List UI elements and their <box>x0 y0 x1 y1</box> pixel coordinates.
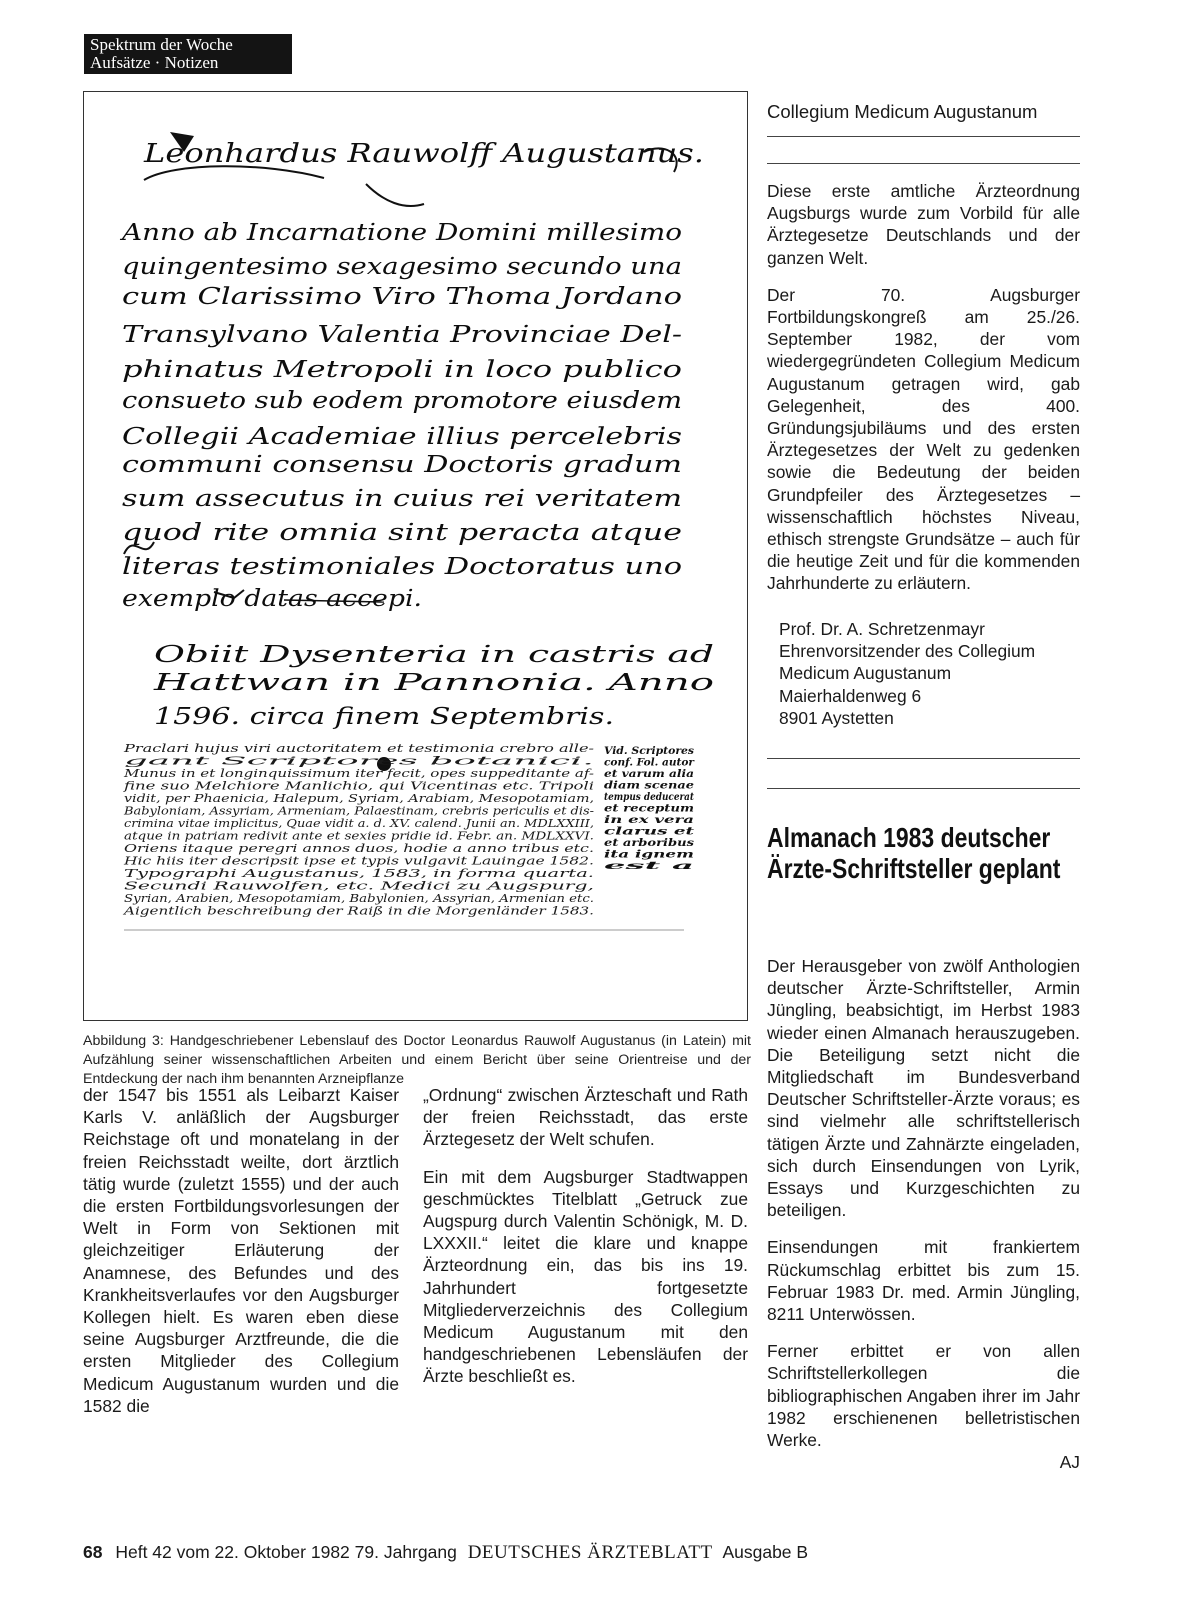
section-header-line1: Spektrum der Woche <box>90 35 233 54</box>
annotation-line: Aigentlich beschreibung der Raiß in die Morgenländer 1583. <box>122 904 594 918</box>
signature-line <box>767 1451 1080 1473</box>
author-name: Prof. Dr. A. Schretzenmayr <box>779 619 985 639</box>
manuscript-line: literas testimoniales Doctoratus uno <box>122 554 682 580</box>
manuscript-line: exemplo datas accepi. <box>122 586 422 612</box>
right-paragraph-1: Diese erste amtliche Ärzteordnung Augsburgs wurde zum Vorbild für alle Ärztegesetze Deutschlands und der ganzen Welt. <box>767 181 1080 268</box>
annotation-line: Secundi Rauwolfen, etc. Medici zu Augspurg, <box>124 879 594 893</box>
page-number: 68 <box>83 1542 103 1562</box>
margin-note-line: Vid. Scriptores <box>604 746 695 757</box>
right-paragraph-2: Der 70. Augsburger Fortbildungskongreß am 25./26. September 1982, der vom wiedergegründeten Collegium Medicum Augustanum getragen wird, gab Gelegenheit, des 400. Gründungsjubiläums und des ersten Ärztegesetzes der Welt zu gedenken sowie die Bedeutung der beiden Grundpfeiler des Ärztegesetzes – wissenschaftlich höchstes Niveau, ethisch strengste Grundsätze – auch für die heutige Zeit und für die kommenden Jahrhunderte zu erläutern. <box>767 284 1080 594</box>
figure-caption: Abbildung 3: Handgeschriebener Lebenslauf des Doctor Leonardus Rauwolf Augustanus (in Latein) mit Aufzählung seiner wissenschaftlichen Arbeiten und einem Bericht über seine Orientreise und der Entdeckung der nach ihm benannten Arzneipflanze <box>83 1033 751 1087</box>
manuscript-line: Hattwan in Pannonia. Anno <box>152 670 714 696</box>
annotation-line: Syrian, Arabien, Mesopotamiam, Babylonien, Assyrian, Armenian etc. <box>124 892 594 905</box>
margin-note-line: ita ignem <box>604 849 694 861</box>
manuscript-line: Obiit Dysenteria in castris ad <box>154 642 714 668</box>
annotation-line: gant Scriptores botanici. <box>124 754 594 768</box>
manuscript-image <box>84 92 746 1019</box>
margin-note-line: in ex vera <box>604 815 694 826</box>
annotation-line: atque in patriam redivit ante et sexies pridie id. Febr. an. MDLXXVI. <box>124 829 594 843</box>
almanach-paragraph-3-text: Ferner erbittet er von allen Schriftstellerkollegen die bibliographischen Angaben ihrer im Jahr 1982 erschienenen belletristischen Werke. <box>767 1341 1080 1451</box>
manuscript-line: phinatus Metropoli in loco publico <box>122 357 682 383</box>
manuscript-line: cum Clarissimo Viro Thoma Jordano <box>122 284 682 310</box>
annotation-line: Praclari hujus viri auctoritatem et testimonia crebro alle- <box>122 742 595 755</box>
left-column <box>83 1084 399 1432</box>
page-footer <box>83 1541 1083 1564</box>
margin-note-line: clarus et <box>604 826 695 838</box>
manuscript-line: communi consensu Doctoris gradum <box>122 452 682 478</box>
manuscript-line: quod rite omnia sint peracta atque <box>122 520 682 546</box>
manuscript-line: Anno ab Incarnatione Domini millesimo <box>119 220 682 246</box>
middle-column <box>423 1084 748 1403</box>
margin-note-line: est a <box>604 861 694 872</box>
author-address <box>779 618 1079 729</box>
right-intro <box>767 180 1080 610</box>
article-headline: Almanach 1983 deutscher Ärzte-Schriftsteller geplant <box>767 822 1061 884</box>
almanach-paragraph-1: Der Herausgeber von zwölf Anthologien deutscher Ärzte-Schriftsteller, Armin Jüngling, beabsichtigt, im Herbst 1983 wieder einen Almanach herauszugeben. Die Beteiligung setzt nicht die Mitgliedschaft im Bundesverband Deutscher Schriftsteller-Ärzte voraus; es sind vielmehr alle schriftstellerisch tätigen Ärzte und Zahnärzte eingeladen, sich durch Einsendungen von Lyrik, Essays und Kurzgeschichten zu beteiligen. <box>767 956 1080 1221</box>
manuscript-line: Leonhardus Rauwolff Augustanus. <box>142 139 704 169</box>
annotation-line: crimina vitae implicitus, Quae vidit a. d. XV. calend. Junii an. MDLXXIII, <box>124 817 594 830</box>
margin-note-line: tempus deducerat <box>604 792 695 803</box>
manuscript-line: Collegii Academiae illius percelebris <box>122 424 683 450</box>
annotation-line: vidit, per Phaenicia, Halepum, Syriam, Arabiam, Mesopotamiam, <box>124 792 594 805</box>
article-signature: AJ <box>1059 1452 1080 1473</box>
author-street: Maierhaldenweg 6 <box>779 685 922 706</box>
manuscript-line: sum assecutus in cuius rei veritatem <box>122 486 682 512</box>
annotation-line: fine suo Melchiore Manlichio, qui Vicentinas etc. Tripoli <box>122 779 594 793</box>
manuscript-line: 1596. circa finem Septembris. <box>154 704 614 730</box>
edition: Ausgabe B <box>722 1542 809 1562</box>
journal-name: DEUTSCHES ÄRZTEBLATT <box>467 1542 713 1563</box>
middle-paragraph-1: „Ordnung“ zwischen Ärzteschaft und Rath der freien Reichsstadt, das erste Ärztegesetz der Welt schufen. <box>423 1085 748 1150</box>
manuscript-line: quingentesimo sexagesimo secundo una <box>122 254 682 280</box>
author-role: Ehrenvorsitzender des Collegium Medicum Augustanum <box>779 641 1036 684</box>
margin-note-line: diam scenae <box>604 780 694 792</box>
margin-notes <box>604 746 695 872</box>
manuscript-line: consueto sub eodem promotore eiusdem <box>122 388 682 414</box>
divider <box>767 163 1080 164</box>
issue-info: Heft 42 vom 22. Oktober 1982 79. Jahrgang <box>115 1542 457 1562</box>
margin-note-line: et varum alia <box>604 769 694 780</box>
divider <box>767 758 1080 759</box>
annotation-lines <box>122 742 594 918</box>
margin-note-line: et arboribus <box>604 838 695 849</box>
almanach-article <box>767 955 1080 1473</box>
author-city: 8901 Aystetten <box>779 707 894 728</box>
section-header <box>84 34 292 74</box>
manuscript-line: Transylvano Valentia Provinciae Del- <box>122 322 682 348</box>
margin-note-line: et receptum <box>604 803 694 815</box>
manuscript-lines <box>120 139 714 730</box>
margin-note-line: conf. Fol. autor <box>604 757 695 769</box>
divider <box>767 788 1080 789</box>
almanach-paragraph-3 <box>767 1340 1080 1451</box>
manuscript-figure <box>83 91 748 1021</box>
section-title: Collegium Medicum Augustanum <box>767 101 1038 122</box>
section-header-line2: Aufsätze · Notizen <box>90 53 219 72</box>
annotation-line: Hic hiis iter descripsit ipse et typis vulgavit Lauingae 1582. <box>122 854 594 868</box>
annotation-line: Munus in et longinquissimum iter fecit, opes suppeditante af- <box>122 767 595 780</box>
middle-paragraph-2: Ein mit dem Augsburger Stadtwappen geschmücktes Titelblatt „Getruck zue Augspurg durch Valentin Schönigk, M. D. LXXXII.“ leitet die klare und knappe Ärzteordnung ein, das bis ins 19. Jahrhundert fortgesetzte Mitgliederverzeichnis des Collegium Medicum Augustanum mit den handgeschriebenen Lebensläufen der Ärzte beschließt es. <box>423 1166 748 1387</box>
almanach-paragraph-2: Einsendungen mit frankiertem Rückumschlag erbittet bis zum 15. Februar 1983 Dr. med. Armin Jüngling, 8211 Unterwössen. <box>767 1237 1080 1325</box>
annotation-line: Typographi Augustanus, 1583, in forma quarta. <box>124 867 594 880</box>
annotation-line: Oriens itaque peregri annos duos, hodie a anno tribus etc. <box>124 842 594 855</box>
divider <box>767 136 1080 137</box>
left-paragraph-1: der 1547 bis 1551 als Leibarzt Kaiser Karls V. anläßlich der Augsburger Reichstage oft und monatelang in der freien Reichsstadt weilte, dort ärztlich tätig wurde (zuletzt 1555) und der auch die ersten Fortbildungsvorlesungen der Welt in Form von Sektionen mit gleichzeitiger Erläuterung der Anamnese, des Befundes und des Krankheitsverlaufes vor den Augsburger Kollegen hielt. Es waren eben diese seine Augsburger Arztfreunde, die die ersten Mitglieder des Collegium Medicum Augustanum wurden und die 1582 die <box>83 1085 399 1416</box>
annotation-line: Babyloniam, Assyriam, Armeniam, Palaestinam, crebris periculis et dis- <box>122 804 595 818</box>
